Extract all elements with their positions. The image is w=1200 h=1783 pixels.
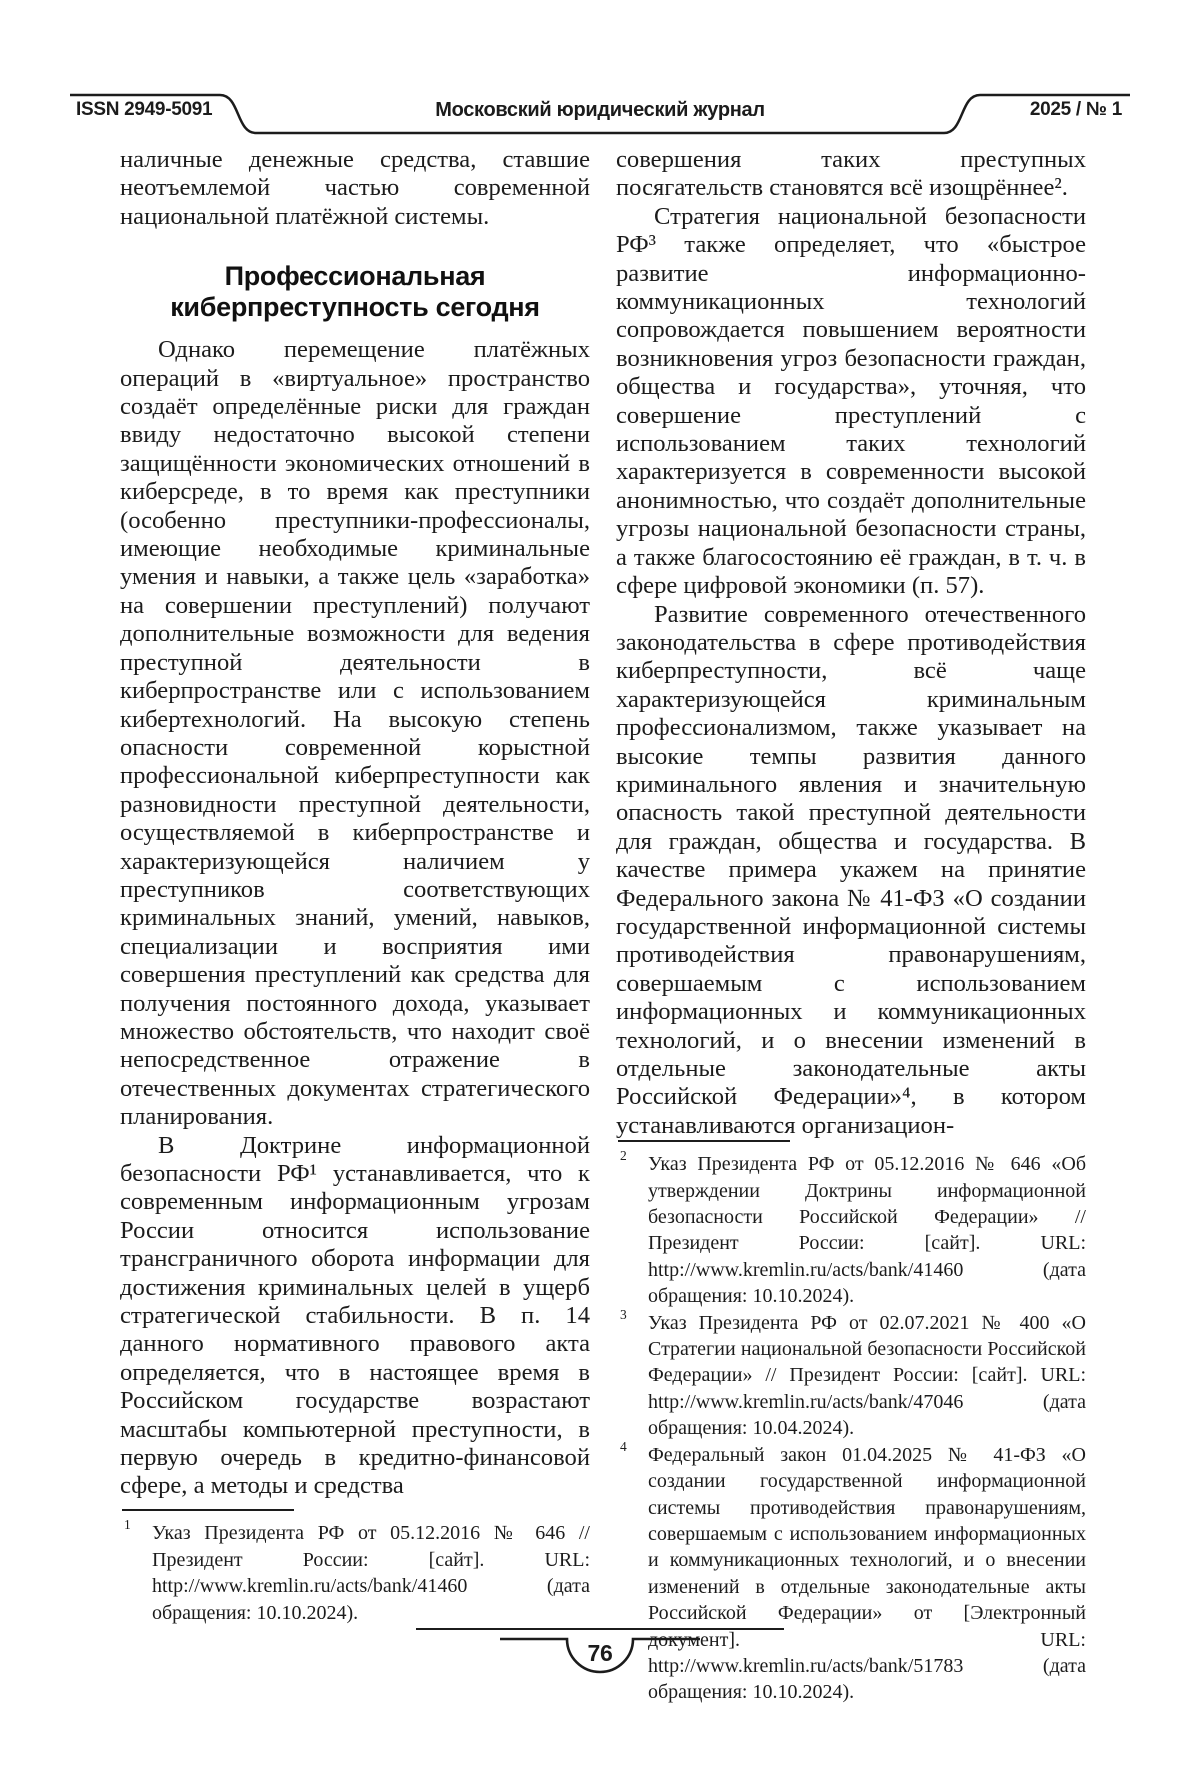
footnote-2 xyxy=(616,1148,1086,1309)
footnote-3 xyxy=(616,1306,1086,1442)
footnote-1 xyxy=(120,1517,590,1626)
footnote-separator xyxy=(122,1509,294,1511)
paragraph-continuation: наличные денежные средства, ставшие неотъемлемой частью современной национальной платёжной системы. xyxy=(120,146,590,230)
footnote-3-text: Указ Президента РФ от 02.07.2021 № 400 «О Стратегии национальной безопасности Российской Федерации» // Президент России: [сайт]. URL: http://www.kremlin.ru/acts/bank/47046 (дата обращения: 10.04.2024). xyxy=(648,1311,1086,1440)
journal-title: Московский юридический журнал xyxy=(435,99,765,121)
footnote-3-marker: 3 xyxy=(620,1306,627,1322)
paragraph-continuation: совершения таких преступных посягательств становятся всё изощрённее². xyxy=(616,146,1086,202)
paragraph: Стратегия национальной безопасности РФ³ также определяет, что «быстрое развитие информационно-коммуникационных технологий сопровождается повышением вероятности возникновения угроз безопасности граждан, общества и государства», уточняя, что совершение преступлений с использованием таких технологий характеризуется в современности высокой анонимностью, что создаёт дополнительные угрозы национальной безопасности страны, а также благосостоянию её граждан, в т. ч. в сфере цифровой экономики (п. 57). xyxy=(616,202,1086,600)
page-header xyxy=(0,88,1200,140)
page-number: 76 xyxy=(587,1640,613,1666)
section-heading-line1: Профессиональная xyxy=(224,261,486,292)
left-footnotes xyxy=(120,1509,590,1626)
issue-label: 2025 / № 1 xyxy=(1029,99,1122,120)
paragraph: Развитие современного отечественного законодательства в сфере противодействия киберпреступности, всё чаще характеризующейся криминальным профессионализмом, также указывает на высокие темпы развития данного криминального явления и значительную опасность такой преступной деятельности для граждан, общества и государства. В качестве примера укажем на принятие Федерального закона № 41-ФЗ «О создании государственной информационной системы противодействия правонарушениям, совершаемым с использованием информационных и коммуникационных технологий, и о внесении изменений в отдельные законодательные акты Российской Федерации»⁴, в котором устанавливаются организацион- xyxy=(616,600,1086,1139)
footnote-1-text: Указ Президента РФ от 05.12.2016 № 646 // Президент России: [сайт]. URL: http://www.kremlin.ru/acts/bank/41460 (дата обращения: 10.10.2024). xyxy=(152,1522,590,1624)
issn-label: ISSN 2949-5091 xyxy=(76,99,213,120)
section-heading-line2: киберпреступность сегодня xyxy=(170,292,540,323)
footnote-separator xyxy=(618,1140,790,1142)
paragraph: Однако перемещение платёжных операций в «виртуальное» пространство создаёт определённые риски для граждан ввиду недостаточно высокой степени защищённости экономических отношений в киберсреде, в то время как преступники (особенно преступники-профессионалы, имеющие необходимые криминальные умения и навыки, а также цель «заработка» на совершении преступлений) получают дополнительные возможности для ведения преступной деятельности в киберпространстве или с использованием кибертехнологий. На высокую степень опасности современной корыстной профессиональной киберпреступности как разновидности преступной деятельности, осуществляемой в киберпространстве и характеризующейся наличием у преступников соответствующих криминальных знаний, умений, навыков, специализации и восприятия ими совершения преступлений как средства для получения постоянного дохода, указывает множество обстоятельств, что находит своё непосредственное отражение в отечественных документах стратегического планирования. xyxy=(120,336,590,1131)
footnote-2-text: Указ Президента РФ от 05.12.2016 № 646 «Об утверждении Доктрины информационной безопасности Российской Федерации» // Президент России: [сайт]. URL: http://www.kremlin.ru/acts/bank/41460 (дата обращения: 10.10.2024). xyxy=(648,1153,1086,1308)
right-column xyxy=(616,146,1086,1704)
left-column xyxy=(120,146,590,1626)
paragraph: В Доктрине информационной безопасности РФ¹ устанавливается, что к современным информационным угрозам России относится использование трансграничного оборота информации для достижения криминальных целей в ущерб стратегической стабильности. В п. 14 данного нормативного правового акта определяется, что в настоящее время в Российском государстве возрастают масштабы компьютерной преступности, в первую очередь в кредитно-финансовой сфере, а методы и средства xyxy=(120,1131,590,1500)
right-footnotes xyxy=(616,1140,1086,1706)
section-heading xyxy=(120,261,590,323)
footnote-4-text: Федеральный закон 01.04.2025 № 41-ФЗ «О создании государственной информационной системы противодействия правонарушениям, совершаемым с использованием информационных и коммуникационных технологий, и о внесении изменений в отдельные законодательные акты Российской Федерации» от [Электронный документ]. URL: http://www.kremlin.ru/acts/bank/51783 (дата обращения: 10.10.2024). xyxy=(648,1443,1086,1704)
footnote-4-marker: 4 xyxy=(620,1438,627,1454)
page-footer xyxy=(0,1626,1200,1696)
footnote-1-marker: 1 xyxy=(124,1517,131,1533)
footnote-2-marker: 2 xyxy=(620,1148,627,1164)
